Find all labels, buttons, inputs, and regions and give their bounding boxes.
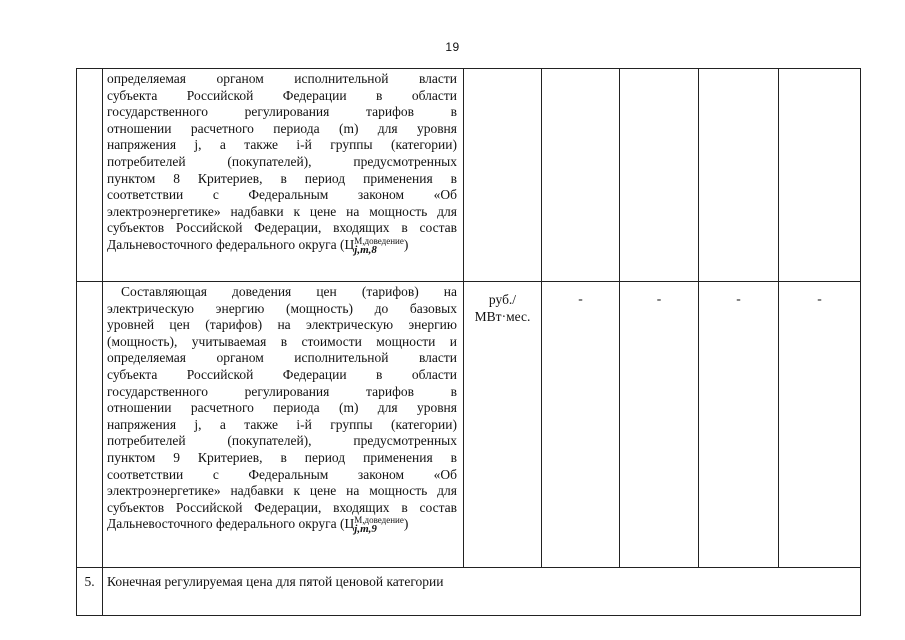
desc-line: напряжения j, а также i-й группы (категории) <box>107 416 457 432</box>
desc-line: электрическую энергию (мощность) до базовых <box>107 300 457 316</box>
table-row <box>77 568 861 616</box>
desc-line: государственного регулирования тарифов в <box>107 104 457 120</box>
desc-last-line <box>107 237 457 255</box>
desc-line: определяемая органом исполнительной власти <box>107 71 457 86</box>
closing-paren: ) <box>403 516 409 532</box>
desc-line: соответствии с Федеральным законом «Об <box>107 466 457 482</box>
value-cell <box>699 69 779 282</box>
desc-line: субъекта Российской Федерации в области <box>107 366 457 382</box>
formula-symbol <box>354 235 404 256</box>
symbol-superscript: М,доведение <box>354 515 404 526</box>
desc-line: Дальневосточного федерального округа (Ц <box>107 236 355 252</box>
description-cell <box>103 69 464 282</box>
description-cell <box>103 282 464 568</box>
table-row <box>77 69 861 282</box>
unit-cell <box>464 282 542 568</box>
unit-line: руб./ <box>488 292 517 307</box>
desc-line: субъекта Российской Федерации в области <box>107 87 457 103</box>
desc-line: субъектов Российской Федерации, входящих в состав <box>107 220 457 236</box>
desc-line: электроэнергетике» надбавки к цене на мощность для <box>107 483 457 499</box>
unit-cell <box>464 69 542 282</box>
desc-line: определяемая органом исполнительной власти <box>107 350 457 366</box>
desc-line: электроэнергетике» надбавки к цене на мощность для <box>107 203 457 219</box>
formula-symbol <box>354 515 404 536</box>
value-cell <box>779 69 861 282</box>
value-cell: - <box>779 282 861 568</box>
page-number: 19 <box>445 40 460 54</box>
value-cell <box>542 69 620 282</box>
desc-line: напряжения j, а также i-й группы (категории) <box>107 137 457 153</box>
value-cell: - <box>620 282 699 568</box>
section-heading-cell: Конечная регулируемая цена для пятой ценовой категории <box>103 568 861 616</box>
desc-last-line <box>107 516 457 534</box>
row-number-cell: 5. <box>77 568 103 616</box>
value-cell: - <box>542 282 620 568</box>
closing-paren: ) <box>403 236 409 252</box>
symbol-subscript: j,m,8 <box>354 243 377 256</box>
desc-line: субъектов Российской Федерации, входящих в состав <box>107 499 457 515</box>
desc-line: пунктом 9 Критериев, в период применения в <box>107 449 457 465</box>
desc-line: соответствии с Федеральным законом «Об <box>107 187 457 203</box>
row-number-cell <box>77 69 103 282</box>
desc-line: Дальневосточного федерального округа (Ц <box>107 516 355 532</box>
desc-line: потребителей (покупателей), предусмотренных <box>107 153 457 169</box>
desc-line: пунктом 8 Критериев, в период применения в <box>107 170 457 186</box>
desc-line: Составляющая доведения цен (тарифов) на <box>121 284 457 299</box>
desc-line: (мощность), учитываемая в стоимости мощности и <box>107 333 457 349</box>
unit-line: МВт·мес. <box>474 308 531 324</box>
symbol-subscript: j,m,9 <box>354 523 377 536</box>
value-cell: - <box>699 282 779 568</box>
desc-line: потребителей (покупателей), предусмотренных <box>107 433 457 449</box>
row-number-cell <box>77 282 103 568</box>
desc-line: уровней цен (тарифов) на электрическую энергию <box>107 317 457 333</box>
desc-line: отношении расчетного периода (m) для уровня <box>107 120 457 136</box>
value-cell <box>620 69 699 282</box>
symbol-superscript: М,доведение <box>354 235 404 246</box>
desc-line: отношении расчетного периода (m) для уровня <box>107 400 457 416</box>
desc-line: государственного регулирования тарифов в <box>107 383 457 399</box>
table-row <box>77 282 861 568</box>
tariff-table <box>76 68 861 616</box>
